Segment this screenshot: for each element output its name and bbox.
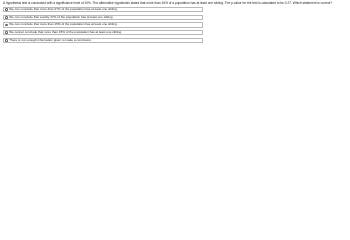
answer-option-3[interactable] [3, 22, 203, 27]
radio-button-icon[interactable] [5, 16, 8, 19]
radio-button-icon[interactable] [5, 24, 8, 27]
radio-button-icon[interactable] [5, 31, 8, 34]
answer-option-label: We can conclude that exactly 27% of the population has at least one sibling. [9, 14, 114, 19]
answer-option-4[interactable] [3, 30, 203, 35]
answer-option-5[interactable] [3, 38, 203, 43]
answer-option-label: There is not enough information given to make a conclusion. [9, 37, 92, 42]
answer-option-label: We can conclude that more than 27% of the population has at least one sibling. [9, 7, 118, 12]
answer-options [0, 7, 350, 43]
question-text: A hypothesis test is conducted with a significance level of 10%. The alternative hypothesis states that more than 15% of a population has at least one sibling. The p-value for the test is calculated to be 0.27. Which statement is correct? [3, 1, 333, 5]
answer-option-label: We can conclude that more than 15% of the population has at least one sibling. [9, 22, 118, 27]
answer-option-label: We cannot conclude that more than 15% of the population has at least one sibling. [9, 30, 122, 35]
answer-option-1[interactable] [3, 7, 203, 12]
radio-button-icon[interactable] [5, 39, 8, 42]
answer-option-2[interactable] [3, 15, 203, 20]
radio-button-icon[interactable] [5, 8, 8, 11]
